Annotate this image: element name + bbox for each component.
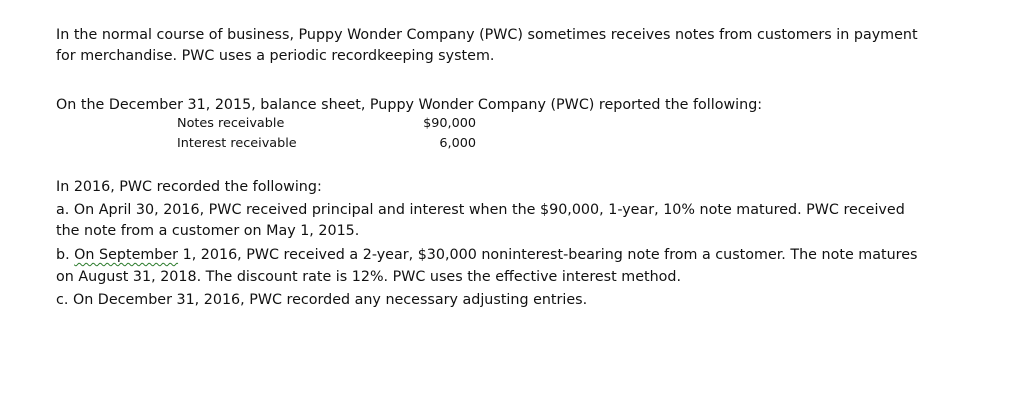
balance-sheet-heading: On the December 31, 2015, balance sheet, Puppy Wonder Company (PWC) reported the following: [56,97,763,113]
events-heading: In 2016, PWC recorded the following: [56,179,322,195]
spellcheck-flagged-text: On September [74,247,179,263]
event-c-line-1: c. On December 31, 2016, PWC recorded any necessary adjusting entries. [56,292,588,308]
event-b-line-2: on August 31, 2018. The discount rate is 12%. PWC uses the effective interest method. [56,269,682,285]
event-b-line-1 [56,245,917,265]
interest-receivable-value: 6,000 [439,136,476,151]
intro-line-1: In the normal course of business, Puppy Wonder Company (PWC) sometimes receives notes from customers in payment [56,27,918,43]
event-b-rest: 1, 2016, PWC received a 2-year, $30,000 noninterest-bearing note from a customer. The note matures [178,247,918,263]
event-a-line-2: the note from a customer on May 1, 2015. [56,223,360,239]
intro-line-2: for merchandise. PWC uses a periodic recordkeeping system. [56,48,495,64]
notes-receivable-label: Notes receivable [177,116,285,131]
event-a-line-1: a. On April 30, 2016, PWC received principal and interest when the $90,000, 1-year, 10% note matured. PWC received [56,202,905,218]
event-b-prefix: b. [56,247,75,263]
interest-receivable-label: Interest receivable [177,136,297,151]
notes-receivable-value: $90,000 [423,116,476,131]
